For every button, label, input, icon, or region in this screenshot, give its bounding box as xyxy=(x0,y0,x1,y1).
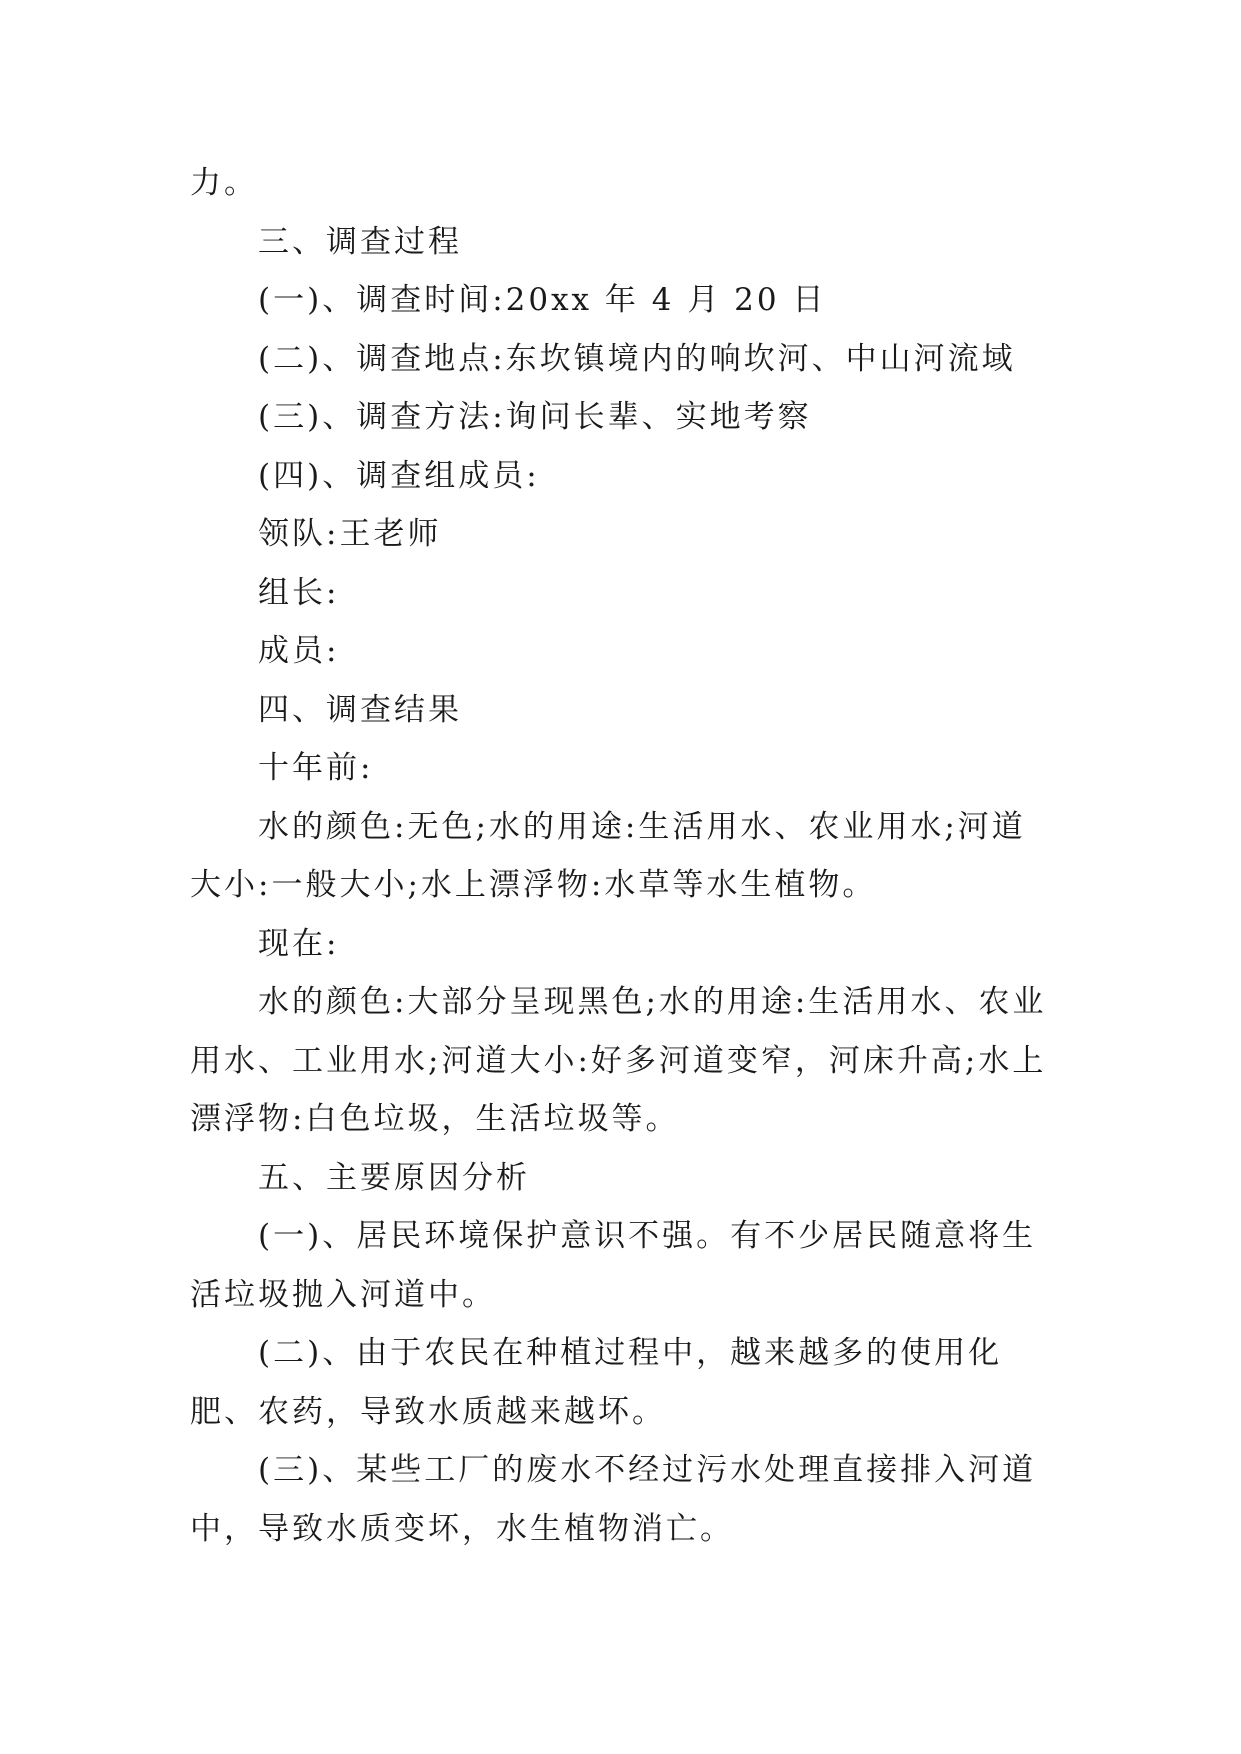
paragraph-reason-3: (三)、某些工厂的废水不经过污水处理直接排入河道中，导致水质变坏，水生植物消亡。 xyxy=(190,1452,1037,1547)
paragraph-reason-1: (一)、居民环境保护意识不强。有不少居民随意将生活垃圾抛入河道中。 xyxy=(190,1218,1037,1313)
document-body xyxy=(190,154,1050,1558)
section-heading-results: 四、调查结果 xyxy=(258,691,462,728)
paragraph-survey-method: (三)、调查方法:询问长辈、实地考察 xyxy=(258,399,812,435)
paragraph-reason-2: (二)、由于农民在种植过程中，越来越多的使用化肥、农药，导致水质越来越坏。 xyxy=(190,1335,1003,1430)
paragraph-ten-years-ago: 十年前: xyxy=(258,750,374,786)
paragraph-team-leader: 领队:王老师 xyxy=(258,516,442,552)
paragraph-members: 成员: xyxy=(258,633,340,669)
section-heading-analysis: 五、主要原因分析 xyxy=(258,1159,530,1196)
paragraph-survey-members: (四)、调查组成员: xyxy=(258,457,540,494)
paragraph-now-description: 水的颜色:大部分呈现黑色;水的用途:生活用水、农业用水、工业用水;河道大小:好多河道变窄，河床升高;水上漂浮物:白色垃圾，生活垃圾等。 xyxy=(190,984,1047,1137)
paragraph-now: 现在: xyxy=(258,925,340,962)
paragraph-continuation: 力。 xyxy=(190,165,258,201)
section-heading-process: 三、调查过程 xyxy=(258,223,462,260)
paragraph-survey-location: (二)、调查地点:东坎镇境内的响坎河、中山河流域 xyxy=(258,340,1016,377)
paragraph-group-leader: 组长: xyxy=(258,574,340,611)
paragraph-past-description: 水的颜色:无色;水的用途:生活用水、农业用水;河道大小:一般大小;水上漂浮物:水草等水生植物。 xyxy=(190,808,1026,903)
paragraph-survey-time: (一)、调查时间:20xx 年 4 月 20 日 xyxy=(258,282,827,318)
